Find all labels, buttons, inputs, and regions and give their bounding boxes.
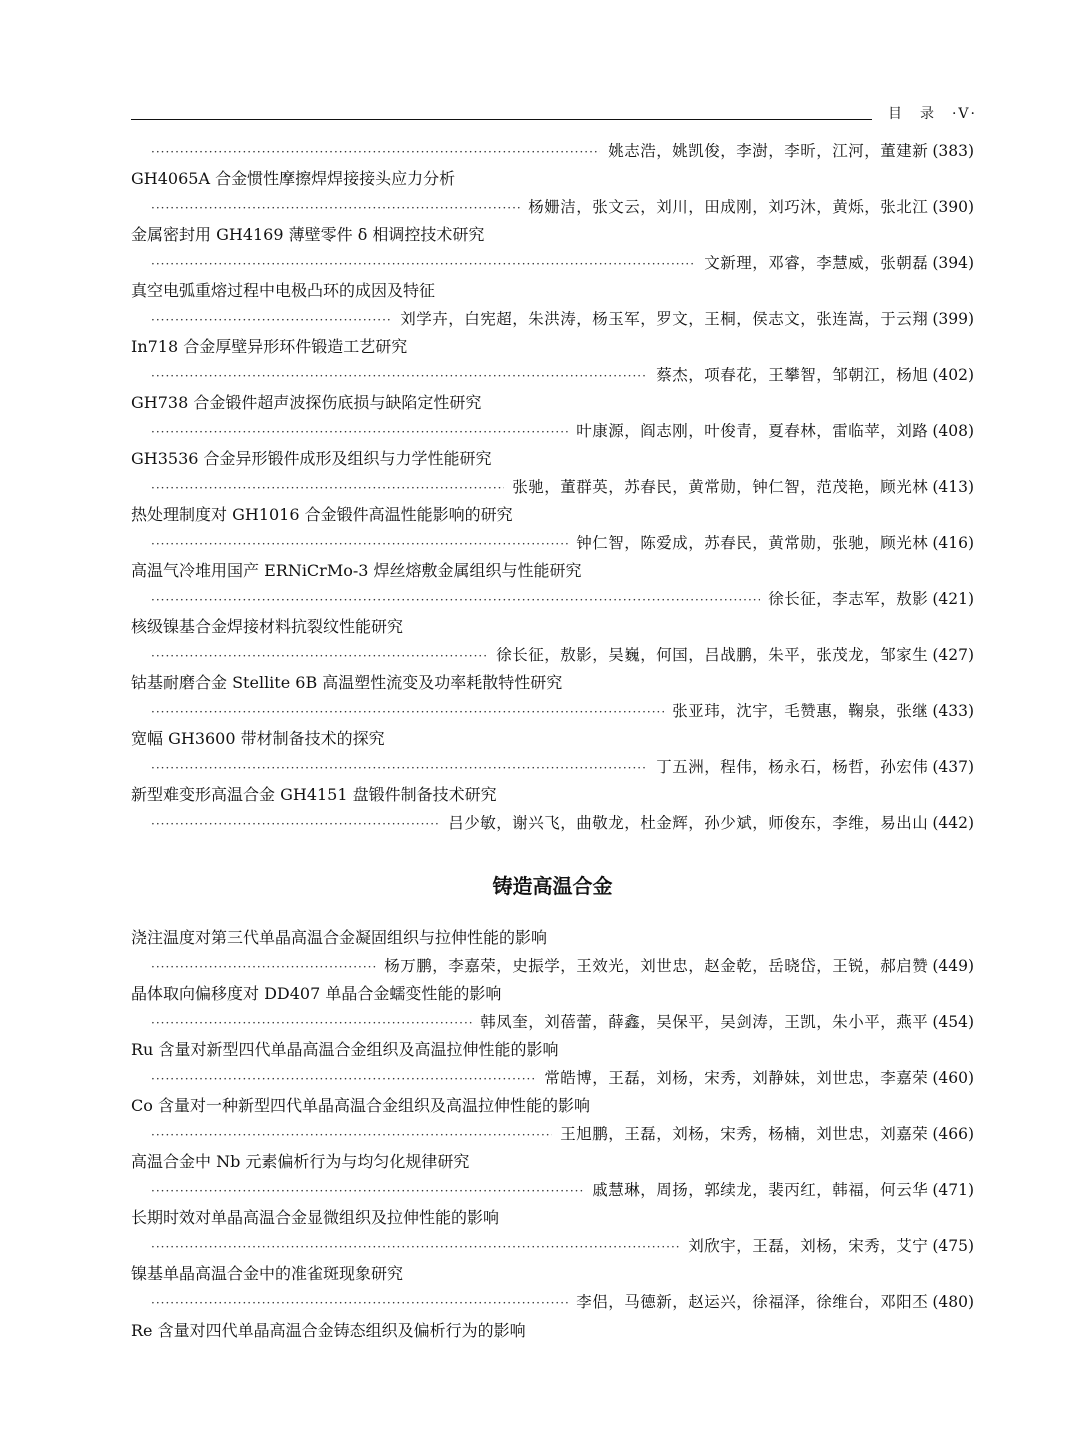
entry-page-number: (471) (932, 1181, 974, 1199)
entry-authors: 韩凤奎，刘蓓蕾，薛鑫，吴保平，吴剑涛，王凯，朱小平，燕平 (480, 1013, 929, 1031)
entry-page-number: (421) (932, 590, 974, 608)
toc-entry-last (131, 1321, 974, 1349)
author-line (131, 1012, 974, 1040)
entry-title: 高温合金中 Nb 元素偏析行为与均匀化规律研究 (131, 1152, 470, 1171)
entry-authors: 戚慧琳，周扬，郭续龙，裴丙红，韩福，何云华 (592, 1181, 929, 1199)
entry-authors: 张驰，董群英，苏春民，黄常勋，钟仁智，范茂艳，顾光林 (512, 478, 929, 496)
dot-leaders (151, 590, 760, 610)
entry-authors: 刘欣宇，王磊，刘杨，宋秀，艾宁 (688, 1237, 929, 1255)
entry-authors: 李侣，马德新，赵运兴，徐福泽，徐维台，邓阳丕 (576, 1293, 929, 1311)
dot-leaders (151, 534, 568, 554)
entry-title: GH3536 合金异形锻件成形及组织与力学性能研究 (131, 449, 492, 468)
author-line (131, 1236, 974, 1264)
author-line (131, 1124, 974, 1152)
entry-page-number: (433) (932, 702, 974, 720)
entry-authors: 杨万鹏，李嘉荣，史振学，王效光，刘世忠，赵金乾，岳晓岱，王锐，郝启赞 (384, 957, 929, 975)
entry-title: 新型难变形高温合金 GH4151 盘锻件制备技术研究 (131, 785, 497, 804)
entry-authors: 姚志浩，姚凯俊，李澍，李昕，江河，董建新 (608, 142, 929, 160)
running-header (131, 104, 977, 122)
toc-entry (131, 617, 974, 673)
entry-title: 钴基耐磨合金 Stellite 6B 高温塑性流变及功率耗散特性研究 (131, 673, 563, 692)
entry-page-number: (480) (932, 1293, 974, 1311)
header-text: 目 录 ·V· (887, 106, 977, 122)
entry-page-number: (454) (932, 1013, 974, 1031)
author-line (131, 365, 974, 393)
entry-title: 热处理制度对 GH1016 合金锻件高温性能影响的研究 (131, 505, 513, 524)
author-line (131, 477, 974, 505)
author-line (131, 956, 974, 984)
dot-leaders (151, 422, 568, 442)
dot-leaders (151, 702, 664, 722)
author-line (131, 1068, 974, 1096)
toc-entry (131, 393, 974, 449)
dot-leaders (151, 478, 504, 498)
toc-entry (131, 1152, 974, 1208)
toc-entry (131, 785, 974, 841)
entry-title: 浇注温度对第三代单晶高温合金凝固组织与拉伸性能的影响 (131, 928, 548, 947)
entry-title: In718 合金厚壁异形环件锻造工艺研究 (131, 337, 408, 356)
author-line (131, 645, 974, 673)
entry-authors: 张亚玮，沈宇，毛赞惠，鞠泉，张继 (672, 702, 929, 720)
entry-authors: 文新理，邓睿，李慧威，张朝磊 (704, 254, 929, 272)
toc-entry (131, 225, 974, 281)
toc-entry (131, 505, 974, 561)
entry-title: Co 含量对一种新型四代单晶高温合金组织及高温拉伸性能的影响 (131, 1096, 590, 1115)
entry-title: 核级镍基合金焊接材料抗裂纹性能研究 (131, 617, 404, 636)
entry-page-number: (402) (932, 366, 974, 384)
toc-entry-continuation (131, 141, 974, 169)
entry-title: Re 含量对四代单晶高温合金铸态组织及偏析行为的影响 (131, 1321, 526, 1340)
dot-leaders (151, 1013, 472, 1033)
entry-authors: 常皓博，王磊，刘杨，宋秀，刘静妹，刘世忠，李嘉荣 (544, 1069, 929, 1087)
entry-title: 镍基单晶高温合金中的准雀斑现象研究 (131, 1264, 404, 1283)
entry-title: GH4065A 合金惯性摩擦焊焊接接头应力分析 (131, 169, 456, 188)
author-line (131, 1180, 974, 1208)
toc-entry (131, 337, 974, 393)
author-line (131, 813, 974, 841)
dot-leaders (151, 1293, 568, 1313)
dot-leaders (151, 814, 440, 834)
toc-entry (131, 449, 974, 505)
entry-page-number: (449) (932, 957, 974, 975)
entry-title: 真空电弧重熔过程中电极凸环的成因及特征 (131, 281, 436, 300)
dot-leaders (151, 1181, 584, 1201)
entry-page-number: (442) (932, 814, 974, 832)
entry-title: 宽幅 GH3600 带材制备技术的探究 (131, 729, 385, 748)
entry-page-number: (437) (932, 758, 974, 776)
author-line (131, 141, 974, 169)
entry-page-number: (413) (932, 478, 974, 496)
entry-authors: 杨姗洁，张文云，刘川，田成刚，刘巧沐，黄烁，张北江 (528, 198, 929, 216)
dot-leaders (151, 1125, 552, 1145)
entry-page-number: (460) (932, 1069, 974, 1087)
entry-page-number: (416) (932, 534, 974, 552)
toc-entry (131, 1040, 974, 1096)
section-title: 铸造高温合金 (492, 874, 613, 898)
toc-list-b (131, 928, 974, 1320)
entry-authors: 徐长征，敖影，吴巍，何国，吕战鹏，朱平，张茂龙，邹家生 (496, 646, 929, 664)
author-line (131, 589, 974, 617)
toc-entry (131, 673, 974, 729)
entry-authors: 吕少敏，谢兴飞，曲敬龙，杜金辉，孙少斌，师俊东，李维，易出山 (448, 814, 929, 832)
entry-authors: 徐长征，李志军，敖影 (768, 590, 929, 608)
dot-leaders (151, 142, 600, 162)
entry-page-number: (408) (932, 422, 974, 440)
author-line (131, 421, 974, 449)
toc-entry (131, 984, 974, 1040)
entry-page-number: (427) (932, 646, 974, 664)
toc-entry (131, 1096, 974, 1152)
toc-entry (131, 1264, 974, 1320)
header-rule (131, 119, 872, 120)
entry-title: Ru 含量对新型四代单晶高温合金组织及高温拉伸性能的影响 (131, 1040, 559, 1059)
dot-leaders (151, 758, 648, 778)
author-line (131, 701, 974, 729)
entry-title: 高温气冷堆用国产 ERNiCrMo-3 焊丝熔敷金属组织与性能研究 (131, 561, 582, 580)
author-line (131, 1292, 974, 1320)
entry-title: 长期时效对单晶高温合金显微组织及拉伸性能的影响 (131, 1208, 500, 1227)
dot-leaders (151, 957, 376, 977)
toc-entry (131, 169, 974, 225)
author-line (131, 309, 974, 337)
entry-authors: 钟仁智，陈爱成，苏春民，黄常勋，张驰，顾光林 (576, 534, 929, 552)
dot-leaders (151, 1237, 680, 1257)
toc-entry (131, 729, 974, 785)
entry-authors: 叶康源，阎志刚，叶俊青，夏春林，雷临苹，刘路 (576, 422, 929, 440)
toc-entry (131, 1208, 974, 1264)
entry-authors: 刘学卉，白宪超，朱洪涛，杨玉军，罗文，王桐，侯志文，张连嵩，于云翔 (400, 310, 929, 328)
dot-leaders (151, 254, 696, 274)
entry-authors: 丁五洲，程伟，杨永石，杨哲，孙宏伟 (656, 758, 929, 776)
dot-leaders (151, 646, 488, 666)
author-line (131, 197, 974, 225)
toc-entry (131, 281, 974, 337)
entry-page-number: (390) (932, 198, 974, 216)
dot-leaders (151, 198, 520, 218)
author-line (131, 253, 974, 281)
dot-leaders (151, 1069, 536, 1089)
entry-page-number: (394) (932, 254, 974, 272)
entry-page-number: (383) (932, 142, 974, 160)
author-line (131, 757, 974, 785)
entry-title: 晶体取向偏移度对 DD407 单晶合金蠕变性能的影响 (131, 984, 502, 1003)
toc-entry (131, 928, 974, 984)
entry-page-number: (475) (932, 1237, 974, 1255)
entry-title: GH738 合金锻件超声波探伤底损与缺陷定性研究 (131, 393, 482, 412)
author-line (131, 533, 974, 561)
entry-title: 金属密封用 GH4169 薄壁零件 δ 相调控技术研究 (131, 225, 485, 244)
toc-entry (131, 561, 974, 617)
dot-leaders (151, 366, 648, 386)
dot-leaders (151, 310, 392, 330)
entry-page-number: (466) (932, 1125, 974, 1143)
toc-list-a (131, 169, 974, 841)
entry-authors: 蔡杰，项春花，王攀智，邹朝江，杨旭 (656, 366, 929, 384)
entry-page-number: (399) (932, 310, 974, 328)
entry-authors: 王旭鹏，王磊，刘杨，宋秀，杨楠，刘世忠，刘嘉荣 (560, 1125, 929, 1143)
